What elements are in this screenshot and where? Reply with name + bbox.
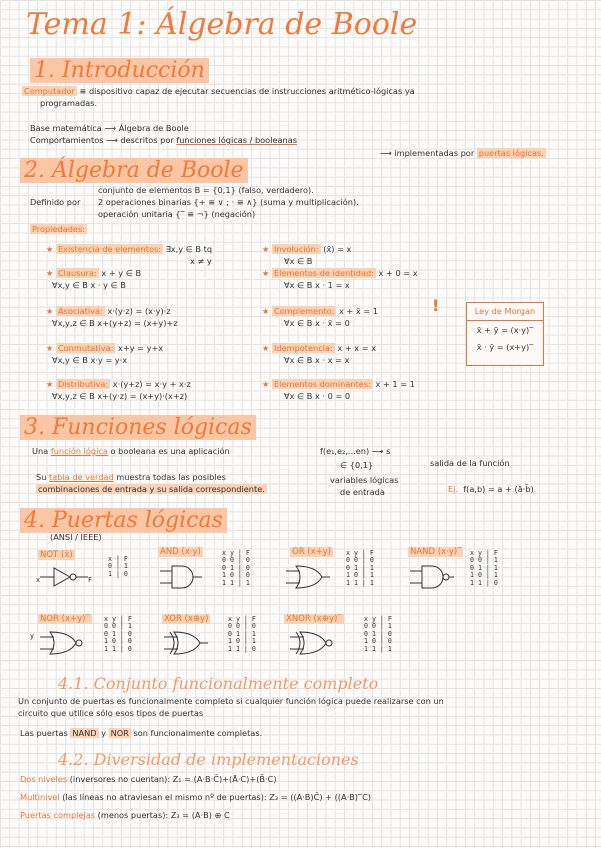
xor-truth-table: x y | F 0 0 | 0 0 1 | 1 1 0 | 1 1 1 | 0 bbox=[228, 615, 256, 653]
xor-gate-symbol bbox=[164, 628, 224, 658]
prop-existencia-2: x ≠ y bbox=[190, 256, 212, 266]
computador-definition: Computador ≡ dispositivo capaz de ejecutar secuencias de instrucciones aritmético-lógicas ya bbox=[24, 86, 415, 96]
morgan-box bbox=[466, 302, 544, 366]
def-unary-op: operación unitaria {‾ ≡ ¬} (negación) bbox=[98, 209, 256, 219]
gate-and-title: AND (x·y) bbox=[160, 547, 201, 557]
and-gate-symbol bbox=[160, 562, 220, 592]
morgan-law-2: x̄ · ȳ = (x+y)‾ bbox=[476, 342, 534, 352]
nor-gate-symbol bbox=[40, 628, 100, 658]
prop-asociativa-2: ∀x,y,z ∈ B x+(y+z) = (x+y)+z bbox=[52, 318, 178, 328]
prop-complemento: ★ Complemento: x + x̄ = 1 bbox=[262, 306, 378, 316]
impl-dos-niveles: Dos niveles (inversores no cuentan): Z₁ = (A·B·C̄)+(Ā·C)+(B̄·C) bbox=[20, 774, 277, 784]
funcion-formula: f(e₁,e₂,...en) ⟶ s bbox=[320, 446, 391, 456]
impl-puertas-complejas: Puertas complejas (menos puertas): Z₃ = (A·B) ⊕ C bbox=[20, 810, 230, 820]
propiedades-label: Propiedades: bbox=[32, 224, 85, 234]
page-title: Tema 1: Álgebra de Boole bbox=[26, 7, 418, 42]
prop-clausura-2: ∀x,y ∈ B x · y ∈ B bbox=[52, 280, 126, 290]
prop-dominantes-2: ∀x ∈ B x · 0 = 0 bbox=[284, 391, 351, 401]
prop-clausura: ★ Clausura: x + y ∈ B bbox=[46, 268, 142, 278]
prop-idempotencia-2: ∀x ∈ B x · x = x bbox=[284, 355, 350, 365]
gate-not-title: NOT (x̄) bbox=[40, 550, 73, 560]
prop-involucion-2: ∀x ∈ B bbox=[284, 256, 313, 266]
not-truth-table: x | F 0 | 1 1 | 0 bbox=[108, 555, 128, 578]
section-42-heading: 4.2. Diversidad de implementaciones bbox=[58, 750, 359, 769]
section-1-heading: 1. Introducción bbox=[30, 58, 209, 84]
variables-logicas: variables lógicas bbox=[330, 475, 399, 485]
prop-conmutativa: ★ Conmutativa: x+y = y+x bbox=[46, 343, 164, 353]
gate-xor-title: XOR (x⊕y) bbox=[164, 614, 209, 624]
def-elements: conjunto de elementos B = {0,1} (falso, verdadero). bbox=[98, 185, 314, 195]
section-41-heading: 4.1. Conjunto funcionalmente completo bbox=[58, 674, 379, 693]
prop-idempotencia: ★ Idempotencia: x + x = x bbox=[262, 343, 377, 353]
gate-or-title: OR (x+y) bbox=[292, 547, 332, 557]
tabla-verdad-text-2: combinaciones de entrada y su salida correspondiente. bbox=[38, 484, 265, 494]
or-gate-symbol bbox=[286, 562, 346, 592]
prop-involucion: ★ Involución: (x̄) = x bbox=[262, 244, 352, 254]
nand-truth-table: x y | F 0 0 | 1 0 1 | 1 1 0 | 1 1 1 | 0 bbox=[470, 549, 498, 587]
base-matematica: Base matemática ⟶ Álgebra de Boole bbox=[30, 123, 189, 133]
prop-conmutativa-2: ∀x,y ∈ B x·y = y·x bbox=[52, 355, 128, 365]
funcion-definition: Una función lógica o booleana es una aplicación bbox=[32, 446, 230, 456]
pin-y: y bbox=[30, 632, 34, 640]
nor-truth-table: x y | F 0 0 | 1 0 1 | 0 1 0 | 0 1 1 | 0 bbox=[104, 615, 132, 653]
section-4-subtitle: (ANSI / IEEE) bbox=[50, 532, 102, 542]
xnor-gate-symbol bbox=[290, 628, 350, 658]
gate-nor-title: NOR (x+y)‾ bbox=[40, 614, 90, 624]
conjunto-text-3: Las puertas NAND y NOR son funcionalmente completas. bbox=[20, 728, 263, 738]
prop-identidad: ★ Elementos de identidad: x + 0 = x bbox=[262, 268, 418, 278]
prop-distributiva: ★ Distributiva: x·(y+z) = x·y + x·z bbox=[46, 379, 191, 389]
and-truth-table: x y | F 0 0 | 0 0 1 | 0 1 0 | 0 1 1 | 1 bbox=[222, 549, 250, 587]
section-4-heading: 4. Puertas lógicas bbox=[20, 508, 227, 534]
section-2-heading: 2. Álgebra de Boole bbox=[20, 158, 248, 184]
prop-dominantes: ★ Elementos dominantes: x + 1 = 1 bbox=[262, 379, 415, 389]
exclamation-icon: ! bbox=[432, 296, 440, 315]
or-truth-table: x y | F 0 0 | 0 0 1 | 1 1 0 | 1 1 1 | 1 bbox=[346, 549, 374, 587]
conjunto-text-2: circuito que utilice sólo esos tipos de puertas bbox=[18, 708, 204, 718]
morgan-title: Ley de Morgan bbox=[474, 306, 536, 316]
def-binary-ops: 2 operaciones binarias {+ ≡ ∨ ; · ≡ ∧} (suma y multiplicación). bbox=[98, 197, 359, 207]
computador-definition-cont: programadas. bbox=[40, 98, 98, 108]
gate-nand-title: NAND (x·y)‾ bbox=[410, 547, 462, 557]
comportamientos: Comportamientos ⟶ descritos por funciones lógicas / booleanas bbox=[30, 135, 297, 145]
pin-x: x bbox=[36, 576, 40, 584]
morgan-law-1: x̄ + ȳ = (x·y)‾ bbox=[476, 325, 534, 335]
definido-por-label: Definido por bbox=[30, 197, 81, 207]
prop-existencia: ★ Existencia de elementos: ∃x,y ∈ B tq bbox=[46, 244, 213, 254]
section-3-heading: 3. Funciones lógicas bbox=[20, 415, 256, 441]
pin-f: F bbox=[88, 576, 92, 584]
xnor-truth-table: x y | F 0 0 | 1 0 1 | 0 1 0 | 0 1 1 | 1 bbox=[364, 615, 392, 653]
conjunto-text-1: Un conjunto de puertas es funcionalmente completo si cualquier función lógica puede realizarse con un bbox=[18, 696, 444, 706]
nand-gate-symbol bbox=[410, 562, 470, 592]
prop-complemento-2: ∀x ∈ B x · x̄ = 0 bbox=[284, 318, 350, 328]
funcion-output: salida de la función bbox=[430, 458, 510, 468]
prop-asociativa: ★ Asociativa: x·(y·z) = (x·y)·z bbox=[46, 306, 171, 316]
implementadas: ⟶ implementadas por puertas lógicas. bbox=[380, 148, 544, 158]
ejemplo: Ej. f(a,b) = a + (ā·b̄) bbox=[448, 484, 534, 494]
variables-entrada: de entrada bbox=[340, 487, 385, 497]
prop-identidad-2: ∀x ∈ B x · 1 = x bbox=[284, 280, 350, 290]
prop-distributiva-2: ∀x,y,z ∈ B x+(y·z) = (x+y)·(x+z) bbox=[52, 391, 188, 401]
tabla-verdad-text: Su tabla de verdad muestra todas las posibles bbox=[36, 472, 226, 482]
impl-multinivel: Multinivel (las líneas no atraviesan el mismo nº de puertas): Z₂ = ((A·B)C̄) + ((A·B)‾C) bbox=[20, 792, 371, 802]
funcion-domain: ∈ {0,1} bbox=[340, 460, 374, 470]
gate-xnor-title: XNOR (x⊕y)‾ bbox=[286, 614, 342, 624]
